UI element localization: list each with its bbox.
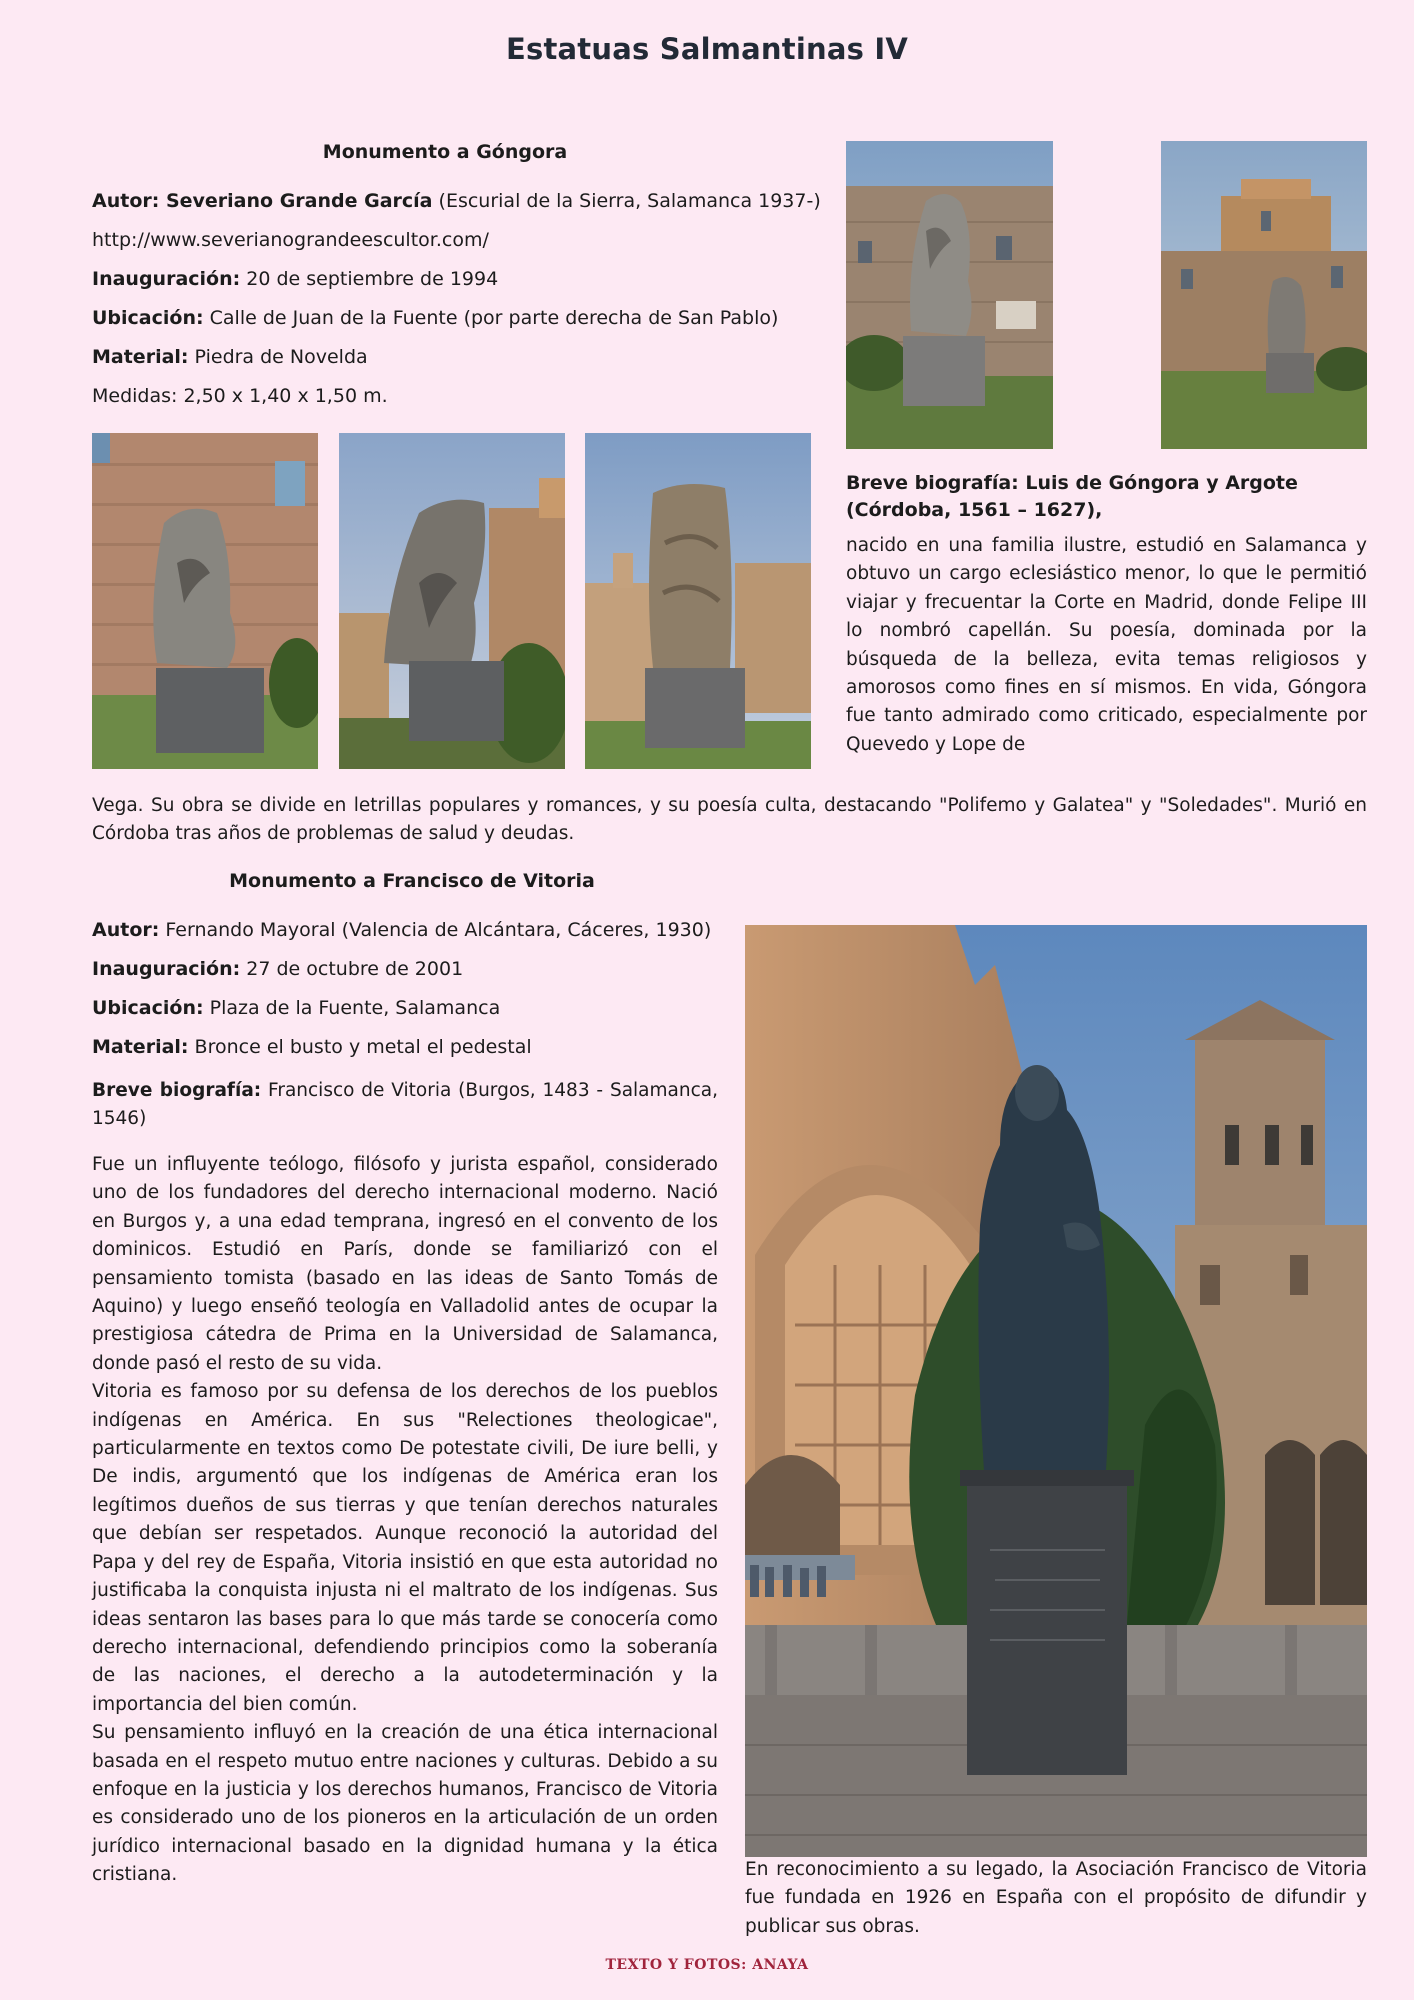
gongora-heading: Monumento a Góngora [322, 141, 568, 163]
vitoria-bio-intro: Breve biografía: Francisco de Vitoria (Burgos, 1483 - Salamanca, 1546) [92, 1080, 718, 1130]
photo-credit-footer: TEXTO Y FOTOS: ANAYA [605, 1957, 809, 1973]
gongora-photo-5 [585, 433, 811, 769]
gongora-bio-text: nacido en una familia ilustre, estudió en Salamanca y obtuvo un cargo eclesiástico menor, lo que le permitió viajar y frecuentar la Corte en Madrid, donde Felipe III lo nombró capellán. Su poesía, dominada por la búsqueda de la belleza, evita temas religiosos y amorosos como fines en sí mismos. En vida, Góngora fue tanto admirado como criticado, especialmente por Quevedo y Lope de [846, 535, 1367, 755]
vitoria-inauguration: Inauguración: 27 de octubre de 2001 [92, 958, 464, 980]
vitoria-paragraph-2: Vitoria es famoso por su defensa de los derechos de los pueblos indígenas en América. En sus "Relectiones theologicae", particularmente en textos como De potestate civili, De iure belli, y De indis, argumentó que los indígenas de América eran los legítimos dueños de sus tierras y que tenían derechos naturales que debían ser respetados. Aunque reconoció la autoridad del Papa y del rey de España, Vitoria insistió en que esta autoridad no justificaba la conquista injusta ni el maltrato de los indígenas. Sus ideas sentaron las bases para lo que más tarde se conocería como derecho internacional, defendiendo principios como la soberanía de las naciones, el derecho a la autodeterminación y la importancia del bien común. [92, 1381, 718, 1715]
vitoria-photo-caption: En reconocimiento a su legado, la Asociación Francisco de Vitoria fue fundada en 1926 en España con el propósito de difundir y publicar sus obras. [745, 1859, 1367, 1937]
gongora-author: Autor: Severiano Grande García (Escurial de la Sierra, Salamanca 1937-) [92, 190, 821, 212]
gongora-bio-heading: Breve biografía: Luis de Góngora y Argote (Córdoba, 1561 – 1627), [846, 472, 1298, 521]
gongora-website-link[interactable]: http://www.severianograndeescultor.com/ [92, 229, 489, 251]
gongora-inauguration: Inauguración: 20 de septiembre de 1994 [92, 268, 499, 290]
vitoria-bio-body [92, 1151, 718, 1890]
gongora-material: Material: Piedra de Novelda [92, 346, 368, 368]
gongora-measures: Medidas: 2,50 x 1,40 x 1,50 m. [92, 385, 388, 407]
gongora-photo-4 [339, 433, 565, 769]
vitoria-paragraph-1: Fue un influyente teólogo, filósofo y jurista español, considerado uno de los fundadores del derecho internacional moderno. Nació en Burgos y, a una edad temprana, ingresó en el convento de los dominicos. Estudió en París, donde se familiarizó con el pensamiento tomista (basado en las ideas de Santo Tomás de Aquino) y luego enseñó teología en Valladolid antes de ocupar la prestigiosa cátedra de Prima en la Universidad de Salamanca, donde pasó el resto de su vida. [92, 1154, 718, 1374]
gongora-photo-1 [846, 141, 1053, 449]
gongora-photo-3 [92, 433, 318, 769]
vitoria-paragraph-3: Su pensamiento influyó en la creación de una ética internacional basada en el respeto mutuo entre naciones y culturas. Debido a su enfoque en la justicia y los derechos humanos, Francisco de Vitoria es considerado uno de los pioneros en la articulación de un orden jurídico internacional basado en la dignidad humana y la ética cristiana. [92, 1722, 718, 1886]
vitoria-author: Autor: Fernando Mayoral (Valencia de Alcántara, Cáceres, 1930) [92, 919, 712, 941]
vitoria-material: Material: Bronce el busto y metal el pedestal [92, 1036, 532, 1058]
gongora-location: Ubicación: Calle de Juan de la Fuente (por parte derecha de San Pablo) [92, 307, 779, 329]
gongora-photo-2 [1161, 141, 1367, 449]
vitoria-photo [745, 925, 1367, 1857]
vitoria-heading: Monumento a Francisco de Vitoria [229, 870, 595, 892]
page-title: Estatuas Salmantinas IV [506, 32, 908, 66]
gongora-bio-continued: Vega. Su obra se divide en letrillas populares y romances, y su poesía culta, destacando "Polifemo y Galatea" y "Soledades". Murió en Córdoba tras años de problemas de salud y deudas. [92, 795, 1367, 845]
vitoria-location: Ubicación: Plaza de la Fuente, Salamanca [92, 997, 501, 1019]
